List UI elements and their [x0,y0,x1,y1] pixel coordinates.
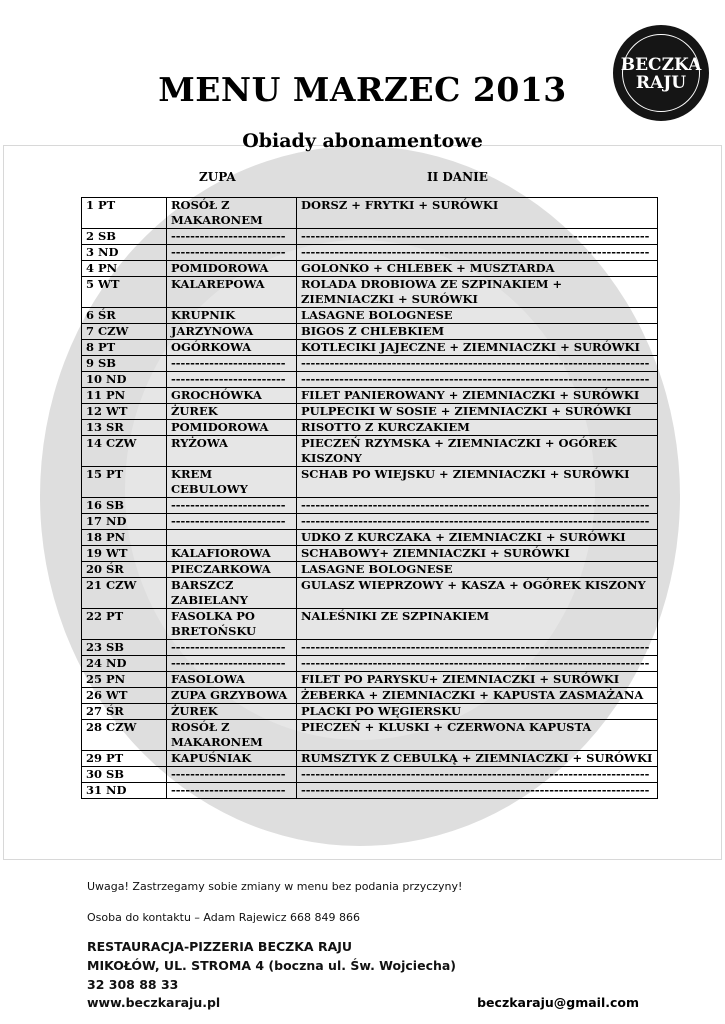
main-course-cell: ROLADA DROBIOWA ZE SZPINAKIEM + ZIEMNIACZKI + SURÓWKI [297,277,658,308]
main-course-cell: ŻEBERKA + ZIEMNIACZKI + KAPUSTA ZASMAŻANA [297,688,658,704]
day-cell: 23 SB [82,640,167,656]
email-link[interactable]: beczkaraju@gmail.com [477,995,639,1010]
table-row [82,578,658,609]
day-cell: 17 ND [82,514,167,530]
table-row [82,562,658,578]
soup-cell: BARSZCZ ZABIELANY [167,578,297,609]
table-row [82,340,658,356]
soup-cell: ROSÓŁ Z MAKARONEM [167,198,297,229]
logo-word-2: RAJU [635,73,687,93]
soup-cell: POMIDOROWA [167,261,297,277]
day-cell: 31 ND [82,783,167,799]
day-cell: 20 ŚR [82,562,167,578]
page-subtitle: Obiady abonamentowe [242,130,483,152]
soup-cell: ------------------------ [167,783,297,799]
day-cell: 7 CZW [82,324,167,340]
day-cell: 15 PT [82,467,167,498]
table-row [82,546,658,562]
main-course-cell: ------------------------------------------------------------------------- [297,514,658,530]
table-row [82,436,658,467]
main-course-cell: ------------------------------------------------------------------------- [297,656,658,672]
table-row [82,308,658,324]
menu-table [81,197,658,799]
day-cell: 9 SB [82,356,167,372]
day-cell: 21 CZW [82,578,167,609]
main-course-cell: GULASZ WIEPRZOWY + KASZA + OGÓREK KISZONY [297,578,658,609]
table-row [82,720,658,751]
day-cell: 2 SB [82,229,167,245]
day-cell: 12 WT [82,404,167,420]
main-course-cell: SCHAB PO WIEJSKU + ZIEMNIACZKI + SURÓWKI [297,467,658,498]
disclaimer-note: Uwaga! Zastrzegamy sobie zmiany w menu bez podania przyczyny! [87,880,463,893]
main-course-cell: SCHABOWY+ ZIEMNIACZKI + SURÓWKI [297,546,658,562]
soup-cell: ------------------------ [167,229,297,245]
main-course-cell: ------------------------------------------------------------------------- [297,229,658,245]
table-row [82,688,658,704]
main-course-cell: KOTLECIKI JAJECZNE + ZIEMNIACZKI + SURÓWKI [297,340,658,356]
table-row [82,324,658,340]
day-cell: 24 ND [82,656,167,672]
soup-cell: ------------------------ [167,245,297,261]
table-row [82,261,658,277]
menu-table-body [82,198,658,799]
soup-cell: KALAREPOWA [167,277,297,308]
table-row [82,609,658,640]
table-row [82,372,658,388]
main-course-cell: ------------------------------------------------------------------------- [297,498,658,514]
main-course-cell: ------------------------------------------------------------------------- [297,767,658,783]
day-cell: 16 SB [82,498,167,514]
main-course-cell: GOLONKO + CHLEBEK + MUSZTARDA [297,261,658,277]
main-course-cell: UDKO Z KURCZAKA + ZIEMNIACZKI + SURÓWKI [297,530,658,546]
main-course-cell: RUMSZTYK Z CEBULKĄ + ZIEMNIACZKI + SURÓWKI [297,751,658,767]
main-course-cell: LASAGNE BOLOGNESE [297,308,658,324]
table-row [82,656,658,672]
main-course-cell: ------------------------------------------------------------------------- [297,356,658,372]
table-row [82,420,658,436]
day-cell: 26 WT [82,688,167,704]
main-course-cell: PLACKI PO WĘGIERSKU [297,704,658,720]
soup-cell: ------------------------ [167,498,297,514]
main-course-cell: PIECZEŃ + KLUSKI + CZERWONA KAPUSTA [297,720,658,751]
table-row [82,514,658,530]
table-row [82,767,658,783]
restaurant-phone: 32 308 88 33 [87,977,179,992]
website-link[interactable]: www.beczkaraju.pl [87,995,221,1010]
soup-cell: ------------------------ [167,514,297,530]
day-cell: 6 ŚR [82,308,167,324]
soup-cell [167,530,297,546]
day-cell: 25 PN [82,672,167,688]
day-cell: 30 SB [82,767,167,783]
main-course-cell: ------------------------------------------------------------------------- [297,640,658,656]
day-cell: 18 PN [82,530,167,546]
soup-cell: FASOLKA PO BRETOŃSKU [167,609,297,640]
day-cell: 3 ND [82,245,167,261]
soup-cell: RYŻOWA [167,436,297,467]
table-row [82,229,658,245]
main-course-cell: BIGOS Z CHLEBKIEM [297,324,658,340]
day-cell: 11 PN [82,388,167,404]
column-header-soup: ZUPA [199,170,236,184]
table-row [82,783,658,799]
day-cell: 8 PT [82,340,167,356]
main-course-cell: FILET PO PARYSKU+ ZIEMNIACZKI + SURÓWKI [297,672,658,688]
table-row [82,245,658,261]
table-row [82,198,658,229]
main-course-cell: RISOTTO Z KURCZAKIEM [297,420,658,436]
table-row [82,704,658,720]
soup-cell: KRUPNIK [167,308,297,324]
main-course-cell: ------------------------------------------------------------------------- [297,245,658,261]
main-course-cell: ------------------------------------------------------------------------- [297,372,658,388]
soup-cell: FASOLOWA [167,672,297,688]
table-row [82,277,658,308]
day-cell: 29 PT [82,751,167,767]
table-row [82,356,658,372]
main-course-cell: LASAGNE BOLOGNESE [297,562,658,578]
main-course-cell: ------------------------------------------------------------------------- [297,783,658,799]
day-cell: 14 CZW [82,436,167,467]
soup-cell: ------------------------ [167,372,297,388]
day-cell: 27 ŚR [82,704,167,720]
table-row [82,388,658,404]
day-cell: 4 PN [82,261,167,277]
main-course-cell: NALEŚNIKI ZE SZPINAKIEM [297,609,658,640]
soup-cell: ŻUREK [167,404,297,420]
soup-cell: ------------------------ [167,767,297,783]
page-title: MENU MARZEC 2013 [158,70,567,109]
main-course-cell: FILET PANIEROWANY + ZIEMNIACZKI + SURÓWKI [297,388,658,404]
soup-cell: ZUPA GRZYBOWA [167,688,297,704]
table-row [82,498,658,514]
soup-cell: OGÓRKOWA [167,340,297,356]
day-cell: 22 PT [82,609,167,640]
day-cell: 13 SR [82,420,167,436]
day-cell: 1 PT [82,198,167,229]
table-row [82,640,658,656]
soup-cell: ŻUREK [167,704,297,720]
soup-cell: ------------------------ [167,656,297,672]
soup-cell: GROCHÓWKA [167,388,297,404]
day-cell: 10 ND [82,372,167,388]
column-header-main-course: II DANIE [427,170,488,184]
table-row [82,530,658,546]
soup-cell: ------------------------ [167,356,297,372]
restaurant-name: RESTAURACJA-PIZZERIA BECZKA RAJU [87,939,353,954]
day-cell: 5 WT [82,277,167,308]
table-row [82,404,658,420]
restaurant-address: MIKOŁÓW, UL. STROMA 4 (boczna ul. Św. Wojciecha) [87,958,457,973]
soup-cell: POMIDOROWA [167,420,297,436]
day-cell: 19 WT [82,546,167,562]
main-course-cell: PULPECIKI W SOSIE + ZIEMNIACZKI + SURÓWKI [297,404,658,420]
soup-cell: KALAFIOROWA [167,546,297,562]
contact-person: Osoba do kontaktu – Adam Rajewicz 668 849 866 [87,911,361,924]
main-course-cell: PIECZEŃ RZYMSKA + ZIEMNIACZKI + OGÓREK KISZONY [297,436,658,467]
soup-cell: KAPUŚNIAK [167,751,297,767]
day-cell: 28 CZW [82,720,167,751]
table-row [82,751,658,767]
soup-cell: ROSÓŁ Z MAKARONEM [167,720,297,751]
main-course-cell: DORSZ + FRYTKI + SURÓWKI [297,198,658,229]
logo-word-1: BECZKA [620,55,702,75]
soup-cell: ------------------------ [167,640,297,656]
table-row [82,672,658,688]
table-row [82,467,658,498]
soup-cell: PIECZARKOWA [167,562,297,578]
soup-cell: KREM CEBULOWY [167,467,297,498]
soup-cell: JARZYNOWA [167,324,297,340]
